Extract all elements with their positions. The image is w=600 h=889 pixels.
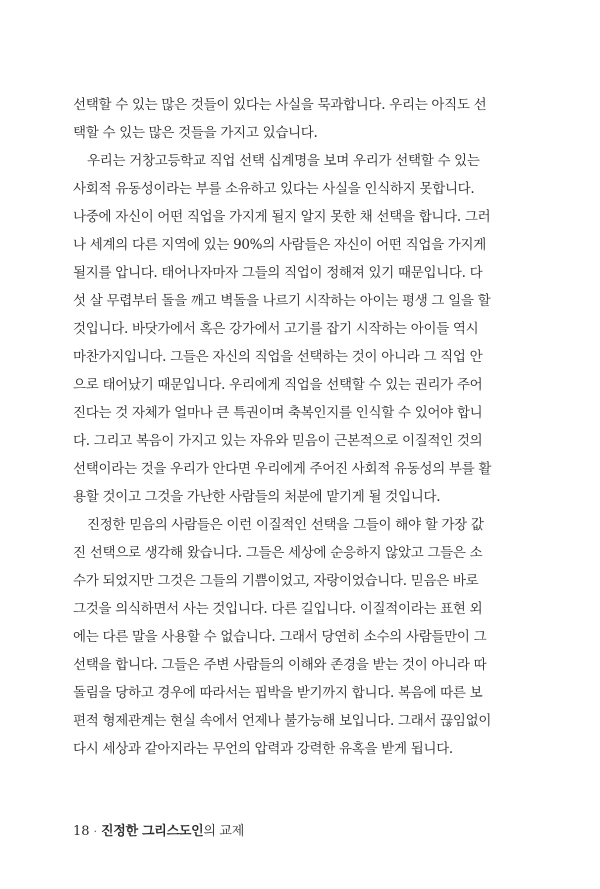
paragraph-2-line-8: 마찬가지입니다. 그들은 자신의 직업을 선택하는 것이 아니라 그 직업 안 <box>73 349 483 365</box>
paragraph-1-line-2: 택할 수 있는 많은 것들을 가지고 있습니다. <box>73 125 318 141</box>
page-number: 18 <box>73 824 90 839</box>
paragraph-2-line-11: 다. 그리고 복음이 가지고 있는 자유와 믿음이 근본적으로 이질적인 것의 <box>73 433 483 449</box>
paragraph-3-line-3: 수가 되었지만 그것은 그들의 기쁨이었고, 자랑이었습니다. 믿음은 바로 <box>73 573 479 589</box>
paragraph-2-line-6: 섯 살 무렵부터 돌을 깨고 벽돌을 나르기 시작하는 아이는 평생 그 일을 할 <box>73 293 491 309</box>
paragraph-2-line-4: 나 세계의 다른 지역에 있는 90%의 사람들은 자신이 어떤 직업을 가지게 <box>73 237 487 253</box>
paragraph-2-line-5: 될지를 압니다. 태어나자마자 그들의 직업이 정해져 있기 때문입니다. 다 <box>73 265 483 281</box>
paragraph-3-line-6: 선택을 합니다. 그들은 주변 사람들의 이해와 존경을 받는 것이 아니라 따 <box>73 657 487 673</box>
paragraph-3-line-4: 그것을 의식하면서 사는 것입니다. 다른 길입니다. 이질적이라는 표현 외 <box>73 601 483 617</box>
paragraph-3-line-2: 진 선택으로 생각해 왔습니다. 그들은 세상에 순응하지 않았고 그들은 소 <box>73 545 483 561</box>
paragraph-2-line-12: 선택이라는 것을 우리가 안다면 우리에게 주어진 사회적 유동성의 부를 활 <box>73 461 492 477</box>
paragraph-2-line-2: 사회적 유동성이라는 부를 소유하고 있다는 사실을 인식하지 못합니다. <box>73 181 475 197</box>
paragraph-3-line-9: 다시 세상과 같아지라는 무언의 압력과 강력한 유혹을 받게 됩니다. <box>73 741 453 757</box>
paragraph-2-line-7: 것입니다. 바닷가에서 혹은 강가에서 고기를 잡기 시작하는 아이들 역시 <box>73 321 479 337</box>
footer-separator: · <box>93 825 98 838</box>
paragraph-3-line-1: 진정한 믿음의 사람들은 이런 이질적인 선택을 그들이 해야 할 가장 값 <box>87 517 484 533</box>
paragraph-2-line-13: 용할 것이고 그것을 가난한 사람들의 처분에 맡기게 될 것입니다. <box>73 489 441 505</box>
paragraph-2-line-1: 우리는 거창고등학교 직업 선택 십계명을 보며 우리가 선택할 수 있는 <box>87 153 480 169</box>
paragraph-1-line-1: 선택할 수 있는 많은 것들이 있다는 사실을 묵과합니다. 우리는 아직도 선 <box>73 97 487 113</box>
body-text <box>73 91 538 763</box>
page-footer <box>73 822 244 842</box>
paragraph-2-line-3: 나중에 자신이 어떤 직업을 가지게 될지 알지 못한 채 선택을 합니다. 그러 <box>73 209 491 225</box>
book-title-suffix: 의 교제 <box>203 824 244 839</box>
paragraph-2-line-10: 진다는 것 자체가 얼마나 큰 특권이며 축복인지를 인식할 수 있어야 합니 <box>73 405 483 421</box>
paragraph-3-line-8: 편적 형제관계는 현실 속에서 언제나 불가능해 보입니다. 그래서 끊임없이 <box>73 713 492 729</box>
paragraph-3-line-7: 돌림을 당하고 경우에 따라서는 핍박을 받기까지 합니다. 복음에 따른 보 <box>73 685 483 701</box>
book-title: 진정한 그리스도인 <box>101 824 204 839</box>
paragraph-2-line-9: 으로 태어났기 때문입니다. 우리에게 직업을 선택할 수 있는 권리가 주어 <box>73 377 483 393</box>
paragraph-3-line-5: 에는 다른 말을 사용할 수 없습니다. 그래서 당연히 소수의 사람들만이 그 <box>73 629 487 645</box>
